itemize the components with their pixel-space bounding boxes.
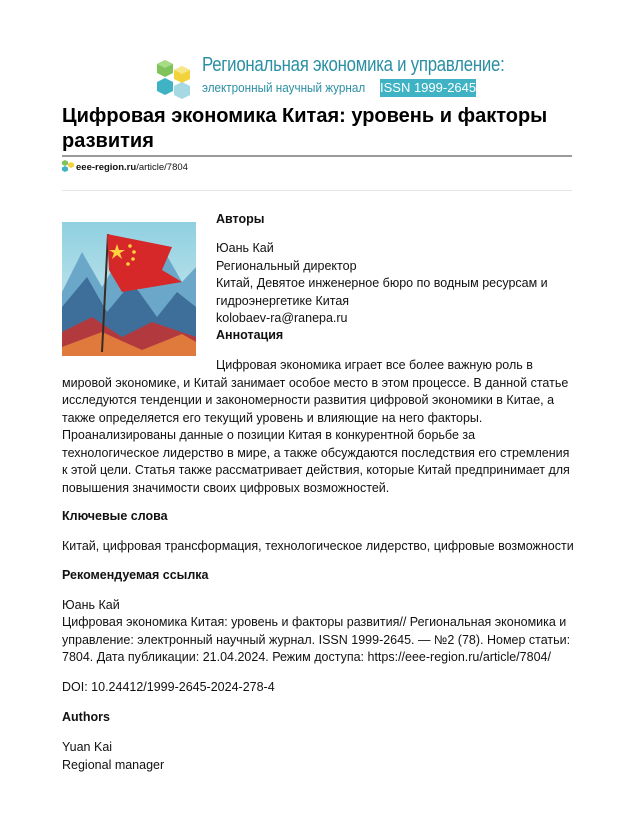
- journal-subtitle: электронный научный журнал: [202, 80, 366, 95]
- site-favicon-icon: [62, 160, 74, 172]
- abstract-line: также определяется его текущий уровень и влияющие на него факторы.: [62, 411, 483, 425]
- doi-text: DOI: 10.24412/1999-2645-2024-278-4: [62, 680, 275, 694]
- abstract-line: повышения значимости своих цифровых возможностей.: [62, 481, 390, 495]
- article-image: [62, 222, 196, 356]
- source-link[interactable]: [62, 160, 188, 173]
- abstract-line: мировой экономике, и Китай занимает особое место в этом процессе. В данной статье: [62, 376, 569, 390]
- abstract-heading: Аннотация: [216, 328, 284, 342]
- citation-line: 7804. Дата публикации: 21.04.2024. Режим доступа: https://eee-region.ru/article/7804/: [62, 650, 551, 664]
- author-affiliation: Китай, Девятое инженерное бюро по водным ресурсам и: [216, 276, 548, 290]
- author-name: Юань Кай: [216, 241, 274, 255]
- author-en-position: Regional manager: [62, 758, 165, 772]
- source-domain: eee-region.ru: [76, 162, 137, 173]
- title-divider: [62, 155, 572, 157]
- author-email[interactable]: kolobaev-ra@ranepa.ru: [216, 311, 348, 325]
- citation-line: управление: электронный научный журнал. ISSN 1999-2645. — №2 (78). Номер статьи:: [62, 633, 571, 647]
- journal-logo-icon: [155, 58, 193, 100]
- keywords-text: Китай, цифровая трансформация, технологическое лидерство, цифровые возможности: [62, 539, 574, 553]
- section-divider: [62, 190, 572, 191]
- abstract-line: Проанализированы данные о позиции Китая в конкурентной борьбе за: [62, 428, 476, 442]
- author-en-name: Yuan Kai: [62, 740, 113, 754]
- citation-line: Цифровая экономика Китая: уровень и факторы развития// Региональная экономика и: [62, 615, 567, 629]
- author-affiliation-cont: гидроэнергетике Китая: [216, 294, 350, 308]
- journal-name: Региональная экономика и управление:: [202, 54, 505, 76]
- abstract-line: технологическое лидерство в мире, а также обсуждаются последствия его стремления: [62, 446, 570, 460]
- abstract-line: к этой цели. Статья также рассматривает действия, которые Китай предпринимает для: [62, 463, 570, 477]
- source-path: /article/7804: [136, 162, 188, 173]
- keywords-heading: Ключевые слова: [62, 509, 168, 523]
- citation-heading: Рекомендуемая ссылка: [62, 568, 209, 582]
- abstract-line: Цифровая экономика играет все более важную роль в: [216, 358, 533, 372]
- abstract-line: исследуются тенденции и закономерности развития цифровой экономики в Китае, а: [62, 393, 555, 407]
- authors-en-heading: Authors: [62, 710, 110, 724]
- page-title: Цифровая экономика Китая: уровень и факторы развития: [62, 105, 548, 152]
- authors-heading: Авторы: [216, 212, 265, 226]
- issn-badge: ISSN 1999-2645: [380, 80, 477, 95]
- author-position: Региональный директор: [216, 259, 357, 273]
- citation-author: Юань Кай: [62, 598, 120, 612]
